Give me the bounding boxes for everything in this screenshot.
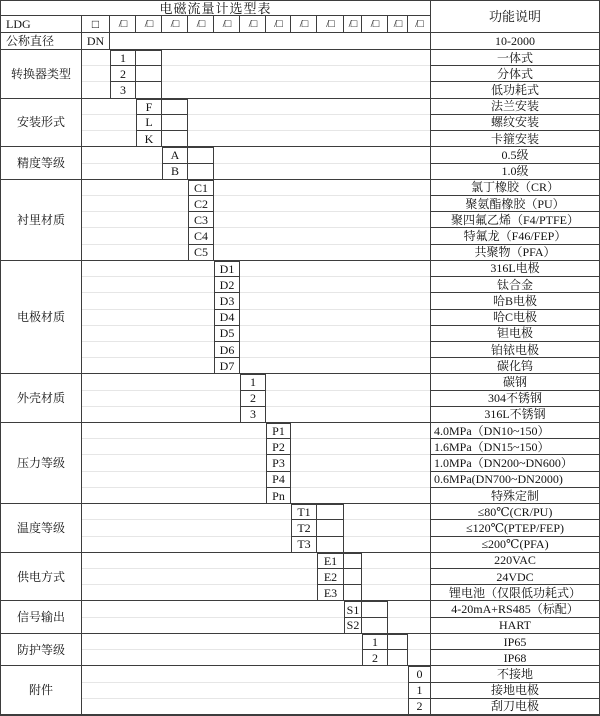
void-cell <box>240 293 430 309</box>
code-cell: D3 <box>214 293 240 309</box>
void-cell <box>82 520 291 536</box>
function-cell: ≤120℃(PTEP/FEP) <box>430 520 599 536</box>
trail-cell <box>344 585 362 601</box>
function-cell: 4-20mA+RS485（标配） <box>430 601 599 617</box>
function-cell: 特殊定制 <box>430 488 599 504</box>
code-cell: D2 <box>214 277 240 293</box>
void-cell <box>162 82 430 98</box>
void-cell <box>82 391 240 407</box>
void-cell <box>82 245 188 261</box>
group-label: 电极材质 <box>1 261 82 375</box>
code-cell: L <box>136 115 162 131</box>
group-label: 供电方式 <box>1 553 82 602</box>
model-slash-box: /□ <box>317 16 344 33</box>
code-cell: C1 <box>188 180 214 196</box>
void-cell <box>82 569 317 585</box>
void-cell <box>240 358 430 374</box>
function-cell: 不接地 <box>430 666 599 682</box>
void-cell <box>214 228 430 244</box>
void-cell <box>344 504 430 520</box>
model-slash-box: /□ <box>344 16 362 33</box>
code-cell: 3 <box>110 82 136 98</box>
trail-cell <box>317 537 344 553</box>
code-cell: C2 <box>188 196 214 212</box>
group-label: 温度等级 <box>1 504 82 553</box>
code-cell: C5 <box>188 245 214 261</box>
function-cell: 316L不锈钢 <box>430 407 599 423</box>
void-cell <box>214 245 430 261</box>
code-cell: E3 <box>317 585 344 601</box>
void-cell <box>188 131 430 147</box>
code-cell: D6 <box>214 342 240 358</box>
code-cell: D7 <box>214 358 240 374</box>
code-cell: S1 <box>344 601 362 617</box>
code-cell: 0 <box>408 666 430 682</box>
void-cell <box>408 634 430 650</box>
void-cell <box>82 618 344 634</box>
code-cell: E2 <box>317 569 344 585</box>
void-cell <box>240 326 430 342</box>
model-slash-box: /□ <box>408 16 430 33</box>
code-cell: D1 <box>214 261 240 277</box>
function-cell: 0.5级 <box>430 147 599 163</box>
function-cell: 10-2000 <box>430 33 599 50</box>
function-cell: 一体式 <box>430 50 599 66</box>
void-cell <box>82 504 291 520</box>
void-cell <box>82 326 214 342</box>
void-cell <box>291 439 430 455</box>
code-cell: 1 <box>408 683 430 699</box>
code-cell: A <box>162 147 188 163</box>
function-cell: 碳化钨 <box>430 358 599 374</box>
function-cell: 聚氨酯橡胶（PU） <box>430 196 599 212</box>
trail-cell <box>162 131 188 147</box>
void-cell <box>82 131 136 147</box>
void-cell <box>240 310 430 326</box>
model-slash-box: /□ <box>110 16 136 33</box>
void-cell <box>82 407 240 423</box>
model-slash-box: /□ <box>214 16 240 33</box>
code-cell: P2 <box>266 439 291 455</box>
function-cell: 24VDC <box>430 569 599 585</box>
code-cell: Pn <box>266 488 291 504</box>
function-cell: 螺纹安装 <box>430 115 599 131</box>
void-cell <box>344 537 430 553</box>
group-label: 信号输出 <box>1 601 82 633</box>
function-cell: 220VAC <box>430 553 599 569</box>
code-cell: 1 <box>110 50 136 66</box>
void-cell <box>82 277 214 293</box>
group-label: 附件 <box>1 666 82 715</box>
trail-cell <box>136 50 162 66</box>
function-cell: 哈C电极 <box>430 310 599 326</box>
code-cell: D5 <box>214 326 240 342</box>
void-cell <box>82 455 266 471</box>
function-cell: 刮刀电极 <box>430 699 599 715</box>
void-cell <box>82 699 408 715</box>
void-cell <box>82 585 317 601</box>
function-cell: 卡箍安装 <box>430 131 599 147</box>
function-cell: 0.6MPa(DN700~DN2000) <box>430 472 599 488</box>
group-label: 防护等级 <box>1 634 82 666</box>
void-cell <box>82 634 362 650</box>
void-cell <box>82 342 214 358</box>
void-cell <box>240 261 430 277</box>
void-cell <box>82 212 188 228</box>
model-code-box: □ <box>82 16 110 33</box>
void-cell <box>82 423 266 439</box>
void-cell <box>240 342 430 358</box>
function-cell: 氯丁橡胶（CR） <box>430 180 599 196</box>
function-cell: 碳钢 <box>430 374 599 390</box>
model-slash-box: /□ <box>388 16 408 33</box>
function-cell: 1.6MPa（DN15~150） <box>430 439 599 455</box>
code-cell: F <box>136 99 162 115</box>
void-cell <box>388 618 430 634</box>
function-cell: 低功耗式 <box>430 82 599 98</box>
void-cell <box>388 601 430 617</box>
trail-cell <box>162 99 188 115</box>
trail-cell <box>388 650 408 666</box>
trail-cell <box>162 115 188 131</box>
void-cell <box>82 666 408 682</box>
void-cell <box>240 277 430 293</box>
void-cell <box>291 488 430 504</box>
code-cell: 2 <box>110 66 136 82</box>
void-cell <box>82 293 214 309</box>
model-slash-box: /□ <box>291 16 317 33</box>
void-cell <box>82 537 291 553</box>
function-cell: 1.0MPa（DN200~DN600） <box>430 455 599 471</box>
code-cell: T2 <box>291 520 317 536</box>
void-cell <box>82 115 136 131</box>
trail-cell <box>344 553 362 569</box>
void-cell <box>82 650 362 666</box>
function-cell: 铂铱电极 <box>430 342 599 358</box>
void-cell <box>82 472 266 488</box>
function-cell: 钛合金 <box>430 277 599 293</box>
dn-code-cell: DN <box>82 33 110 50</box>
void-cell <box>82 683 408 699</box>
model-slash-box: /□ <box>136 16 162 33</box>
void-cell <box>162 66 430 82</box>
group-label: 安装形式 <box>1 99 82 148</box>
function-cell: 接地电极 <box>430 683 599 699</box>
void-cell <box>82 99 136 115</box>
code-cell: 2 <box>240 391 266 407</box>
trail-cell <box>136 66 162 82</box>
group-label: 外壳材质 <box>1 374 82 423</box>
model-slash-box: /□ <box>162 16 188 33</box>
function-cell: IP65 <box>430 634 599 650</box>
void-cell <box>291 455 430 471</box>
void-cell <box>82 439 266 455</box>
code-cell: 2 <box>408 699 430 715</box>
void-cell <box>214 180 430 196</box>
code-cell: P4 <box>266 472 291 488</box>
void-cell <box>214 147 430 163</box>
table-title: 电磁流量计选型表 <box>1 1 430 16</box>
model-slash-box: /□ <box>266 16 291 33</box>
code-cell: 1 <box>240 374 266 390</box>
void-cell <box>82 66 110 82</box>
void-cell <box>82 553 317 569</box>
void-cell <box>362 569 430 585</box>
trail-cell <box>188 147 214 163</box>
void-cell <box>362 553 430 569</box>
code-cell: E1 <box>317 553 344 569</box>
function-cell: ≤200℃(PFA) <box>430 537 599 553</box>
void-cell <box>82 358 214 374</box>
void-cell <box>214 212 430 228</box>
group-label: 转换器类型 <box>1 50 82 99</box>
function-cell: 哈B电极 <box>430 293 599 309</box>
code-cell: 3 <box>240 407 266 423</box>
void-cell <box>82 310 214 326</box>
trail-cell <box>188 164 214 180</box>
void-cell <box>82 488 266 504</box>
function-cell: 钽电极 <box>430 326 599 342</box>
function-cell: 特氟龙（F46/FEP） <box>430 228 599 244</box>
code-cell: C4 <box>188 228 214 244</box>
code-cell: S2 <box>344 618 362 634</box>
function-cell: 304不锈钢 <box>430 391 599 407</box>
code-cell: C3 <box>188 212 214 228</box>
void-cell <box>188 115 430 131</box>
function-cell: 4.0MPa（DN10~150） <box>430 423 599 439</box>
code-cell: D4 <box>214 310 240 326</box>
void-cell <box>82 147 162 163</box>
code-cell: 1 <box>362 634 388 650</box>
void-cell <box>82 180 188 196</box>
code-cell: T3 <box>291 537 317 553</box>
void-cell <box>82 228 188 244</box>
void-cell <box>266 391 430 407</box>
model-prefix: LDG <box>1 16 82 33</box>
model-slash-box: /□ <box>240 16 266 33</box>
function-column-header: 功能说明 <box>430 1 599 33</box>
function-cell: 锂电池（仅限低功耗式） <box>430 585 599 601</box>
code-cell: K <box>136 131 162 147</box>
group-label: 衬里材质 <box>1 180 82 261</box>
trail-cell <box>344 569 362 585</box>
function-cell: 聚四氟乙烯（F4/PTFE） <box>430 212 599 228</box>
void-cell <box>344 520 430 536</box>
group-label: 压力等级 <box>1 423 82 504</box>
function-cell: 分体式 <box>430 66 599 82</box>
void-cell <box>266 374 430 390</box>
code-cell: 2 <box>362 650 388 666</box>
model-slash-box: /□ <box>362 16 388 33</box>
dn-label: 公称直径 <box>1 33 82 50</box>
void-cell <box>110 33 430 50</box>
code-cell: P3 <box>266 455 291 471</box>
void-cell <box>162 50 430 66</box>
code-cell: B <box>162 164 188 180</box>
code-cell: P1 <box>266 423 291 439</box>
function-cell: 法兰安装 <box>430 99 599 115</box>
trail-cell <box>362 618 388 634</box>
void-cell <box>82 164 162 180</box>
trail-cell <box>317 504 344 520</box>
void-cell <box>408 650 430 666</box>
code-cell: T1 <box>291 504 317 520</box>
void-cell <box>82 601 344 617</box>
void-cell <box>214 196 430 212</box>
function-cell: 共聚物（PFA） <box>430 245 599 261</box>
void-cell <box>291 423 430 439</box>
void-cell <box>82 196 188 212</box>
group-label: 精度等级 <box>1 147 82 179</box>
function-cell: ≤80℃(CR/PU) <box>430 504 599 520</box>
void-cell <box>214 164 430 180</box>
void-cell <box>82 50 110 66</box>
trail-cell <box>317 520 344 536</box>
void-cell <box>82 261 214 277</box>
void-cell <box>82 374 240 390</box>
void-cell <box>266 407 430 423</box>
function-cell: 316L电极 <box>430 261 599 277</box>
trail-cell <box>388 634 408 650</box>
function-cell: IP68 <box>430 650 599 666</box>
void-cell <box>291 472 430 488</box>
function-cell: HART <box>430 618 599 634</box>
trail-cell <box>362 601 388 617</box>
void-cell <box>362 585 430 601</box>
void-cell <box>188 99 430 115</box>
function-cell: 1.0级 <box>430 164 599 180</box>
void-cell <box>82 82 110 98</box>
trail-cell <box>136 82 162 98</box>
model-slash-box: /□ <box>188 16 214 33</box>
